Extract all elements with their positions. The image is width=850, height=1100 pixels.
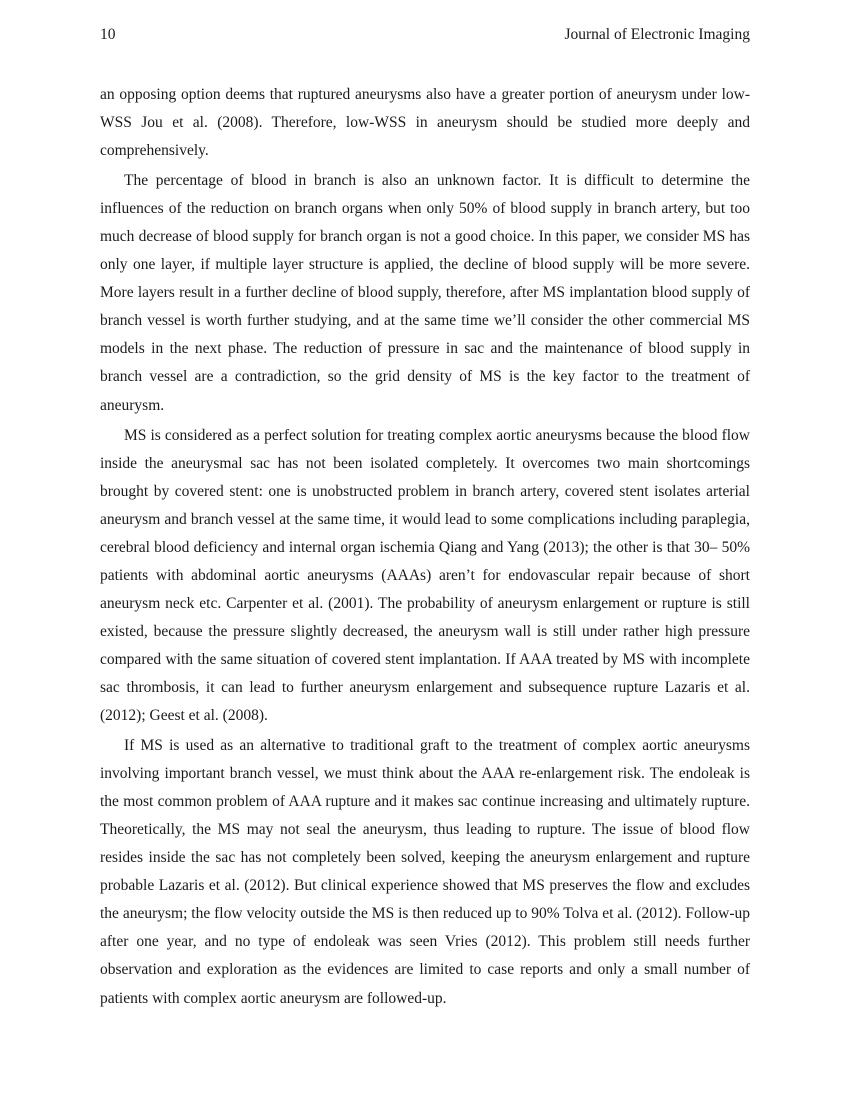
page-number: 10 <box>100 26 116 43</box>
body-text <box>100 81 750 1013</box>
paragraph-branch-blood: The percentage of blood in branch is also an unknown factor. It is difficult to determine the influences of the reduction on branch organs when only 50% of blood supply in branch artery, but too much decrease of blood supply for branch organ is not a good choice. In this paper, we consider MS has only one layer, if multiple layer structure is applied, the decline of blood supply will be more severe. More layers result in a further decline of blood supply, therefore, after MS implantation blood supply of branch vessel is worth further studying, and at the same time we’ll consider the other commercial MS models in the next phase. The reduction of pressure in sac and the maintenance of blood supply in branch vessel are a contradiction, so the grid density of MS is the key factor to the treatment of aneurysm. <box>100 172 750 414</box>
running-header <box>100 24 750 46</box>
paragraph-continued: an opposing option deems that ruptured aneurysms also have a greater portion of aneurysm under low-WSS Jou et al. (2008). Therefore, low-WSS in aneurysm should be studied more deeply and comprehensively. <box>100 86 750 160</box>
journal-name: Journal of Electronic Imaging <box>564 26 750 43</box>
paragraph-re-enlargement-risk: If MS is used as an alternative to traditional graft to the treatment of complex aortic aneurysms involving important branch vessel, we must think about the AAA re-enlargement risk. The endoleak is the most common problem of AAA rupture and it makes sac continue increasing and ultimately rupture. Theoretically, the MS may not seal the aneurysm, thus leading to rupture. The issue of blood flow resides inside the sac has not completely been solved, keeping the aneurysm enlargement and rupture probable Lazaris et al. (2012). But clinical experience showed that MS preserves the flow and excludes the aneurysm; the flow velocity outside the MS is then reduced up to 90% Tolva et al. (2012). Follow-up after one year, and no type of endoleak was seen Vries (2012). This problem still needs further observation and exploration as the evidences are limited to case reports and only a small number of patients with complex aortic aneurysm are followed-up. <box>100 737 750 1007</box>
page <box>100 24 750 1013</box>
paragraph-ms-solution: MS is considered as a perfect solution for treating complex aortic aneurysms because the blood flow inside the aneurysmal sac has not been isolated completely. It overcomes two main shortcomings brought by covered stent: one is unobstructed problem in branch artery, covered stent isolates arterial aneurysm and branch vessel at the same time, it would lead to some complications including paraplegia, cerebral blood deficiency and internal organ ischemia Qiang and Yang (2013); the other is that 30– 50% patients with abdominal aortic aneurysms (AAAs) aren’t for endovascular repair because of short aneurysm neck etc. Carpenter et al. (2001). The probability of aneurysm enlargement or rupture is still existed, because the pressure slightly decreased, the aneurysm wall is still under rather high pressure compared with the same situation of covered stent implantation. If AAA treated by MS with incomplete sac thrombosis, it can lead to further aneurysm enlargement and subsequence rupture Lazaris et al. (2012); Geest et al. (2008). <box>100 426 750 725</box>
